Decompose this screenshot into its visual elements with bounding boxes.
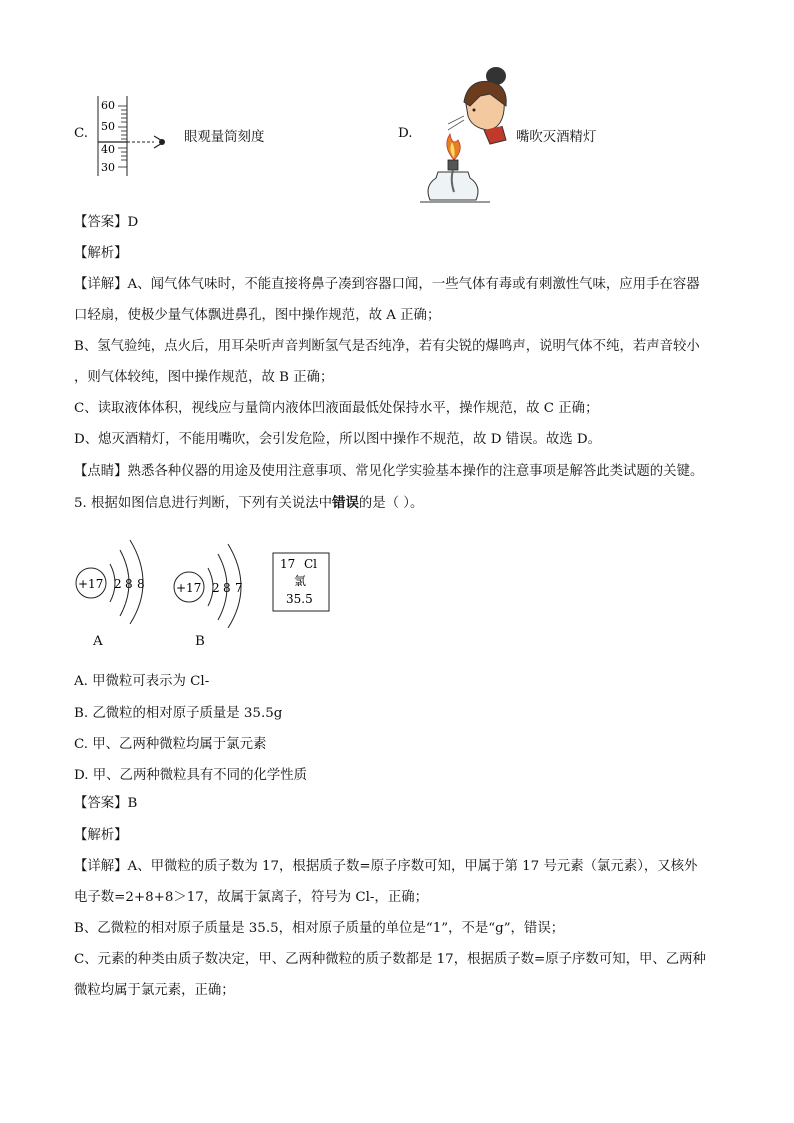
cylinder-tick: 30 bbox=[101, 161, 115, 174]
q5-option-a: A. 甲微粒可表示为 Cl- bbox=[74, 674, 210, 689]
q5-stem: 5. 根据如图信息进行判断，下列有关说法中错误的是（ ）。 bbox=[74, 495, 424, 511]
q5-stem-emphasis: 错误 bbox=[332, 495, 359, 511]
cylinder-tick: 40 bbox=[101, 143, 115, 156]
atomic-number: 17 bbox=[280, 557, 296, 571]
q5-detail-line: 电子数=2+8+8＞17，故属于氯离子，符号为 Cl-，正确； bbox=[74, 890, 428, 905]
option-c-caption: 眼观量筒刻度 bbox=[184, 130, 265, 145]
element-symbol: Cl bbox=[304, 557, 318, 571]
q5-detail-line: 【详解】A、甲微粒的质子数为 17，根据质子数=原子序数可知，甲属于第 17 号元素（氯元素），又核外 bbox=[74, 859, 698, 874]
q5-option-b: B. 乙微粒的相对原子质量是 35.5g bbox=[74, 706, 283, 721]
atom-structure-a bbox=[74, 534, 164, 624]
element-name: 氯 bbox=[294, 574, 307, 588]
q5-option-d: D. 甲、乙两种微粒具有不同的化学性质 bbox=[74, 768, 308, 783]
q5-option-c: C. 甲、乙两种微粒均属于氯元素 bbox=[74, 737, 267, 752]
q5-answer: 【答案】B bbox=[74, 796, 138, 811]
q4-answer: 【答案】D bbox=[74, 215, 139, 230]
atom-structure-b bbox=[172, 538, 262, 628]
cylinder-tick: 60 bbox=[101, 99, 115, 112]
q4-comment: 【点睛】熟悉各种仪器的用途及使用注意事项、常见化学实验基本操作的注意事项是解答此类试题的关键。 bbox=[74, 464, 704, 479]
atomic-mass: 35.5 bbox=[286, 592, 313, 606]
q4-c-line: C、读取液体体积，视线应与量筒内液体凹液面最低处保持水平，操作规范，故 C 正确； bbox=[74, 401, 599, 416]
q5-c-line: C、元素的种类由质子数决定，甲、乙两种微粒的质子数都是 17，根据质子数=原子序数可知，甲、乙两种 bbox=[74, 952, 706, 967]
figure-a-label: A bbox=[93, 634, 103, 649]
shell-electrons: 7 bbox=[235, 581, 243, 595]
q5-analysis-label: 【解析】 bbox=[74, 828, 128, 843]
q5-b-line: B、乙微粒的相对原子质量是 35.5，相对原子质量的单位是“1”，不是“g”，错误； bbox=[74, 921, 565, 936]
nucleus-charge: +17 bbox=[78, 577, 104, 591]
cylinder-tick: 50 bbox=[101, 120, 115, 133]
option-c-label: C. bbox=[74, 126, 89, 141]
shell-electrons: 2 bbox=[114, 577, 122, 591]
option-d-caption: 嘴吹灭酒精灯 bbox=[516, 130, 597, 145]
q4-b-line: B、氢气验纯，点火后，用耳朵听声音判断氢气是否纯净，若有尖锐的爆鸣声，说明气体不纯，若声音较小 bbox=[74, 339, 700, 354]
q4-d-line: D、熄灭酒精灯，不能用嘴吹，会引发危险，所以图中操作不规范，故 D 错误。故选 D。 bbox=[74, 432, 602, 447]
nucleus-charge: +17 bbox=[176, 581, 202, 595]
shell-electrons: 8 bbox=[137, 577, 145, 591]
q5-c-line: 微粒均属于氯元素，正确； bbox=[74, 983, 235, 998]
figure-b-label: B bbox=[195, 634, 205, 649]
alcohol-lamp-figure bbox=[418, 64, 518, 206]
graduated-cylinder-figure bbox=[92, 96, 188, 178]
q4-detail-line: 口轻扇，使极少量气体飘进鼻孔，图中操作规范，故 A 正确； bbox=[74, 308, 441, 323]
shell-electrons: 8 bbox=[223, 581, 231, 595]
shell-electrons: 2 bbox=[212, 581, 220, 595]
q4-analysis-label: 【解析】 bbox=[74, 246, 128, 261]
q4-b-line: ，则气体较纯，图中操作规范，故 B 正确； bbox=[74, 370, 334, 385]
q4-detail-line: 【详解】A、闻气体气味时，不能直接将鼻子凑到容器口闻，一些气体有毒或有刺激性气味，应用手在容器 bbox=[74, 277, 700, 292]
element-card-chlorine bbox=[272, 552, 332, 614]
shell-electrons: 8 bbox=[125, 577, 133, 591]
option-d-label: D. bbox=[398, 126, 413, 141]
